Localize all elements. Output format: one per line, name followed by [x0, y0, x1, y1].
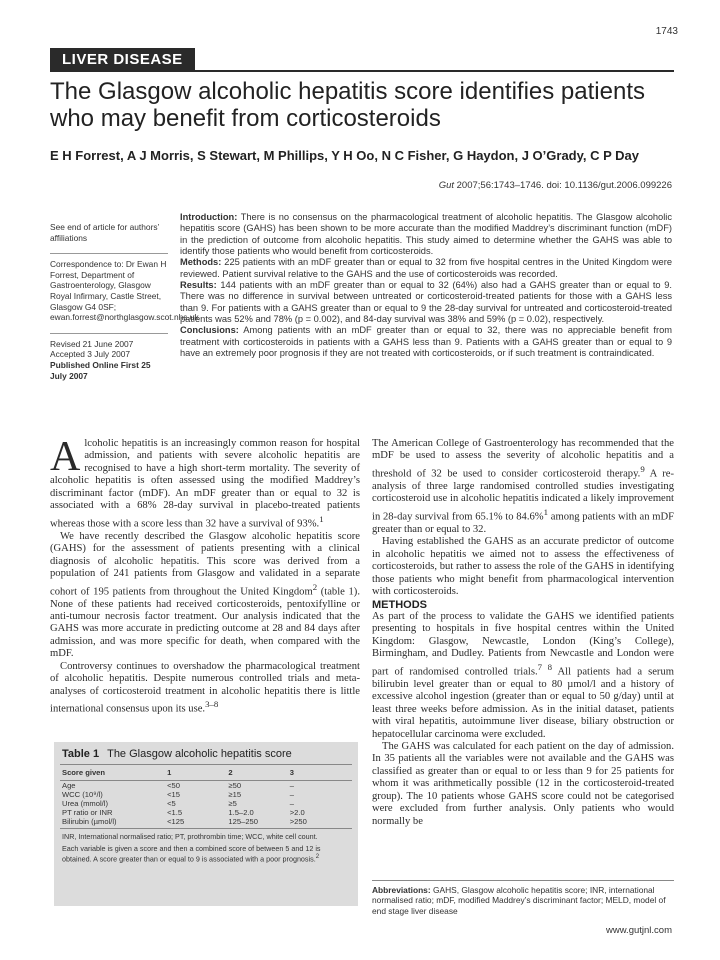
journal-url[interactable]: www.gutjnl.com — [606, 925, 672, 936]
table-row — [60, 781, 352, 791]
body-paragraph: The GAHS was calculated for each patient on the day of admission. In 35 patients all the variables were not available and the GAHS was classified as greater than or equal to or less than 9 for 25 patients for whom it was arithmetically possible (12 in the corticosteroid-treated group). The 10 patients whose GAHS score could not be categorised were excluded from further analysis. Only patients who would normally be — [372, 741, 674, 827]
revised-date: Revised 21 June 2007 — [50, 338, 134, 349]
sidebar-divider — [50, 253, 168, 254]
abstract-results: Results: 144 patients with an mDF greater than or equal to 32 (64%) also had a GAHS greater than or equal to 9. There was no difference in survival between untreated or corticosteroid-treated patients for those with a GAHS less than 9. For patients with a GAHS greater than or equal to 9 the 28-day survival for untreated and corticosteroid-treated patients was 52% and 78% (p = 0.002), and 84-day survival was 38% and 59% (p = 0.02), respectively. — [180, 280, 672, 325]
table-row — [60, 799, 352, 808]
table-cell: Age — [62, 781, 76, 790]
author-list: E H Forrest, A J Morris, S Stewart, M Phillips, Y H Oo, N C Fisher, G Haydon, J O’Grady, C P Day — [50, 148, 640, 163]
body-paragraph: The American College of Gastroenterology has recommended that the mDF be used to assess the severity of alcoholic hepatitis and a threshold of 32 be used to consider corticosteroid therapy.$^9$ A re-analysis of three large randomised controlled studies investigating corticosteroid use in alcoholic hepatitis indicated a likely improvement in 28-day survival from 65.1% to 84.6%$^1$ among patients with an mDF greater than or equal to 32. — [372, 438, 674, 535]
table-cell: ≥50 — [228, 781, 242, 790]
table-cell: >2.0 — [289, 808, 305, 817]
table-cell: Bilirubin (µmol/l) — [60, 817, 165, 829]
table-cell: WCC (10⁹/l) — [62, 790, 103, 799]
citation-details: 2007;56:1743–1746. doi: 10.1136/gut.2006.099226 — [454, 180, 672, 191]
table-1-footnotes — [62, 833, 350, 864]
table-cell: >250 — [288, 817, 352, 829]
table-cell: <5 — [167, 799, 176, 808]
table-1-caption: Table 1 The Glasgow alcoholic hepatitis score — [62, 748, 292, 760]
body-column-right — [372, 438, 674, 828]
table-header-row — [60, 765, 352, 781]
table-cell: <125 — [165, 817, 226, 829]
table-header-cell: 1 — [165, 765, 226, 781]
table-cell: 125–250 — [226, 817, 287, 829]
article-sidebar — [50, 222, 199, 381]
table-cell: Urea (mmol/l) — [62, 799, 108, 808]
section-rule — [50, 70, 674, 72]
abbreviations-box: Abbreviations: GAHS, Glasgow alcoholic hepatitis score; INR, international normalised ratio; mDF, modified Maddrey’s discriminant factor; MELD, model of end stage liver disease — [372, 880, 674, 916]
table-cell: ≥5 — [228, 799, 237, 808]
published-online-date: Published Online First 25 July 2007 — [50, 359, 151, 381]
table-row — [60, 790, 352, 799]
body-paragraph: Controversy continues to overshadow the pharmacological treatment of alcoholic hepatitis. Despite numerous controlled trials and meta-analyses of corticosteroid treatment in alcoholic hepatitis there is little international consensus upon its use.$^{3-8}$ — [50, 660, 360, 715]
table-cell: – — [289, 781, 294, 790]
body-column-left — [50, 434, 360, 716]
table-1-grid — [60, 764, 352, 829]
table-cell: – — [289, 799, 294, 808]
table-cell: <50 — [167, 781, 180, 790]
table-1 — [54, 742, 358, 906]
drop-cap: A — [50, 434, 81, 480]
body-paragraph: As part of the process to validate the GAHS we identified patients presenting to hospitals in five hospital centres within the United Kingdom: Glasgow, Newcastle, London (King’s College), Birmingham, and Dudley. Patients from Newcastle and London were part of randomised controlled trials.$^{7 8}$ All patients had a serum bilirubin level greater than or equal to 80 µmol/l and a history of excessive alcohol ingestion (greater than or equal to 50 g/day) until at least three weeks before admission. As in the initial dataset, patients with viral hepatitis, autoimmune liver disease, biliary obstruction or hepatocellular carcinoma were excluded. — [372, 610, 674, 740]
body-paragraph: Alcoholic hepatitis is an increasingly common reason for hospital admission, and patients with severe alcoholic hepatitis are recognised to have a high short-term mortality. The severity of alcoholic hepatitis is often assessed using the modified Maddrey’s discriminant factor (mDF). An mDF greater than or equal to 32 is associated with a 68% 28-day survival in placebo-treated patients whereas those with a score less than 32 have a survival of 93%.$^1$ — [50, 434, 360, 530]
citation-journal: Gut — [438, 180, 454, 191]
correspondence-address: Correspondence to: Dr Ewan H Forrest, Department of Gastroenterology, Glasgow Royal Infirmary, Castle Street, Glasgow G4 0SF; ewan.forrest@northglasgow.scot.nhs.uk — [50, 259, 199, 323]
table-cell: PT ratio or INR — [62, 808, 113, 817]
table-header-cell: Score given — [60, 765, 165, 781]
page-number: 1743 — [655, 26, 678, 37]
citation-line — [439, 180, 672, 191]
methods-heading: METHODS — [372, 598, 427, 611]
abstract-introduction: Introduction: There is no consensus on the pharmacological treatment of alcoholic hepatitis. The Glasgow alcoholic hepatitis score (GAHS) has been shown to be more accurate than the modified Maddrey’s discriminant function (mDF) in the prediction of outcome from alcoholic hepatitis. This study aimed to determine whether the GAHS was able to identify those patients who would benefit from corticosteroids. — [180, 212, 672, 257]
table-row — [60, 808, 352, 817]
body-paragraph: We have recently described the Glasgow alcoholic hepatitis score (GAHS) for the assessment of patients presenting with a clinical diagnosis of alcoholic hepatitis. This score was derived from a population of 241 patients from Glasgow and validated in a separate cohort of 195 patients from throughout the United Kingdom$^2$ (table 1). None of these patients had received corticosteroids, pentoxifylline or anti-tumour necrosis factor treatment. Our analysis indicated that the GAHS was more accurate in predicting outcome at 28 and 84 days after admission, and was more specific for death, when compared with the mDF. — [50, 530, 360, 660]
section-label: LIVER DISEASE — [50, 48, 195, 71]
table-cell: <15 — [167, 790, 180, 799]
table-footnote: Each variable is given a score and then a combined score of between 5 and 12 is obtained. A score greater than or equal to 9 is associated with a poor prognosis.$^2$ — [62, 843, 321, 864]
table-cell: <1.5 — [167, 808, 183, 817]
article-title: The Glasgow alcoholic hepatitis score identifies patients who may benefit from corticosteroids — [50, 78, 645, 132]
table-cell: – — [289, 790, 294, 799]
table-cell: ≥15 — [228, 790, 242, 799]
table-footnote: INR, International normalised ratio; PT, prothrombin time; WCC, white cell count. — [62, 832, 318, 841]
affiliations-note: See end of article for authors’ affiliations — [50, 222, 160, 243]
abstract-conclusions: Conclusions: Among patients with an mDF greater than or equal to 32, there was no appreciable benefit from treatment with corticosteroids in patients with a GAHS less than 9. Patients with a GAHS greater than or equal to 9 have an extremely poor prognosis if they are not treated with corticosteroids, or if such treatment is contraindicated. — [180, 325, 672, 359]
table-cell: 1.5–2.0 — [228, 808, 254, 817]
body-paragraph: Having established the GAHS as an accurate predictor of outcome in alcoholic hepatitis we aimed not to assess the effectiveness of corticosteroids, but rather to assess the role of the GAHS in identifying those patients who might benefit from pharmacological intervention with corticosteroids. — [372, 536, 674, 598]
accepted-date: Accepted 3 July 2007 — [50, 349, 131, 360]
abstract-methods: Methods: 225 patients with an mDF greater than or equal to 32 from five hospital centres in the United Kingdom were reviewed. Patient survival relative to the GAHS and the use of corticosteroids was recorded. — [180, 257, 672, 279]
table-header-cell: 3 — [288, 765, 352, 781]
table-row — [60, 817, 352, 829]
table-header-cell: 2 — [226, 765, 287, 781]
abstract — [180, 212, 672, 359]
sidebar-divider — [50, 333, 168, 334]
